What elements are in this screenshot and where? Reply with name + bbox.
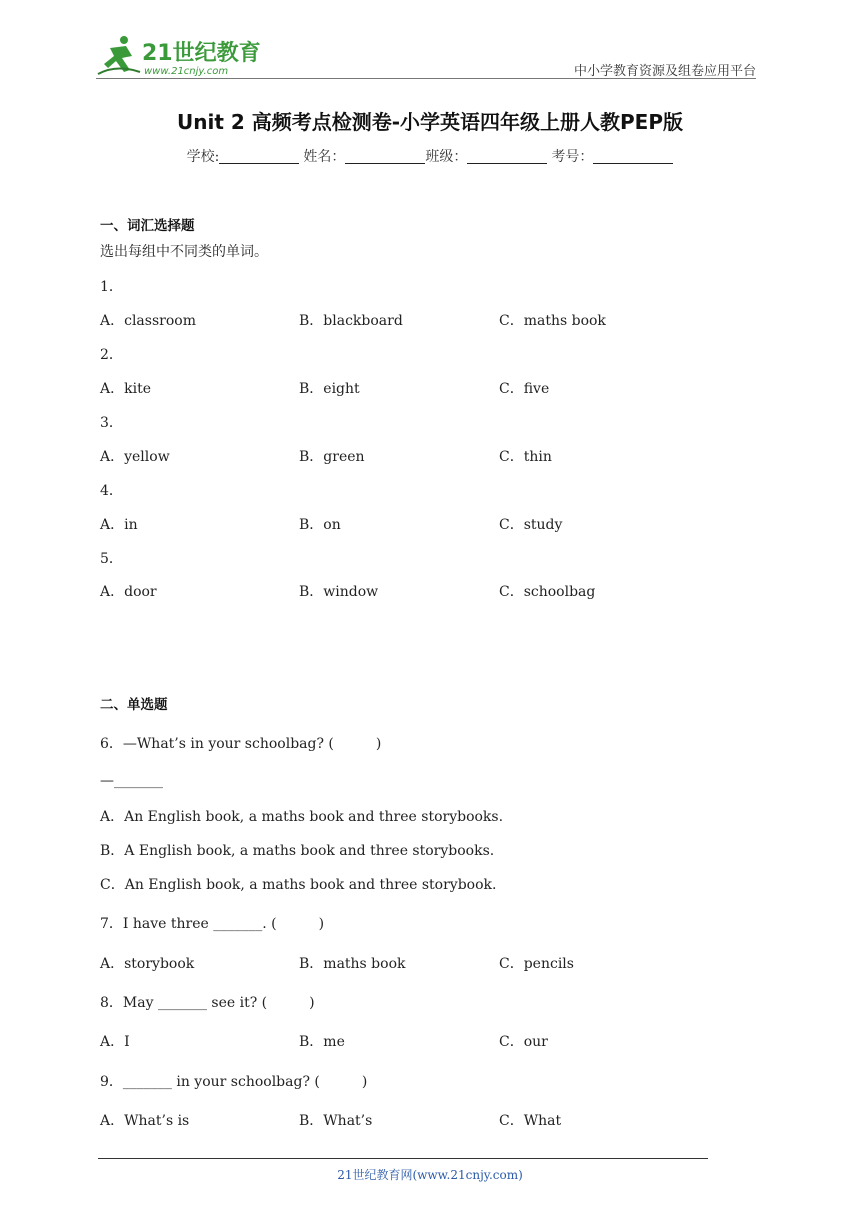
option-b[interactable]: B．What’s bbox=[299, 1113, 373, 1129]
option-a[interactable]: A．in bbox=[100, 517, 138, 533]
name-blank[interactable] bbox=[345, 149, 425, 164]
question-number: 2． bbox=[100, 347, 123, 363]
exam-no-label: 考号： bbox=[551, 149, 594, 165]
option-c[interactable]: C．An English book, a maths book and three storybook. bbox=[100, 877, 497, 893]
option-c[interactable]: C．our bbox=[499, 1034, 548, 1050]
exam-no-blank[interactable] bbox=[593, 149, 673, 164]
option-a[interactable]: A．storybook bbox=[100, 956, 195, 972]
section-heading-2: 二、单选题 bbox=[100, 697, 168, 713]
option-b[interactable]: B．on bbox=[299, 517, 341, 533]
option-b[interactable]: B．green bbox=[299, 449, 365, 465]
question-stem: 6．—What’s in your schoolbag? ( ) bbox=[100, 736, 382, 752]
option-c[interactable]: C．pencils bbox=[499, 956, 574, 972]
question-number: 5． bbox=[100, 551, 123, 567]
section1-instruction: 选出每组中不同类的单词。 bbox=[100, 244, 268, 260]
option-b[interactable]: B．blackboard bbox=[299, 313, 403, 329]
option-c[interactable]: C．study bbox=[499, 517, 563, 533]
option-c[interactable]: C．schoolbag bbox=[499, 584, 596, 600]
question-stem: 8．May _______ see it? ( ) bbox=[100, 995, 315, 1011]
svg-text:21世纪教育: 21世纪教育 bbox=[142, 41, 261, 66]
class-blank[interactable] bbox=[467, 149, 547, 164]
header-tagline: 中小学教育资源及组卷应用平台 bbox=[573, 64, 756, 79]
site-logo bbox=[96, 34, 266, 78]
footer-link[interactable]: 21世纪教育网(www.21cnjy.com) bbox=[337, 1168, 523, 1182]
footer-divider bbox=[98, 1158, 708, 1159]
option-c[interactable]: C．What bbox=[499, 1113, 562, 1129]
option-c[interactable]: C．five bbox=[499, 381, 550, 397]
student-info-line bbox=[0, 146, 860, 166]
school-blank[interactable] bbox=[219, 149, 299, 164]
question-number: 3． bbox=[100, 415, 123, 431]
option-a[interactable]: A．An English book, a maths book and three storybooks. bbox=[100, 809, 504, 825]
section-heading-1: 一、词汇选择题 bbox=[100, 218, 195, 234]
option-c[interactable]: C．thin bbox=[499, 449, 552, 465]
question-stem: 9．_______ in your schoolbag? ( ) bbox=[100, 1074, 368, 1090]
runner-icon bbox=[98, 36, 140, 74]
header-divider bbox=[96, 78, 756, 79]
question-number: 4． bbox=[100, 483, 123, 499]
school-label: 学校: bbox=[186, 149, 220, 165]
option-a[interactable]: A．door bbox=[100, 584, 157, 600]
option-b[interactable]: B．maths book bbox=[299, 956, 406, 972]
name-label: 姓名： bbox=[303, 149, 346, 165]
option-a[interactable]: A．What’s is bbox=[100, 1113, 190, 1129]
question-number: 1． bbox=[100, 279, 123, 295]
answer-blank[interactable]: —_______ bbox=[100, 773, 163, 789]
option-b[interactable]: B．me bbox=[299, 1034, 345, 1050]
option-a[interactable]: A．yellow bbox=[100, 449, 170, 465]
option-b[interactable]: B．eight bbox=[299, 381, 360, 397]
page-title: Unit 2 高频考点检测卷-小学英语四年级上册人教PEP版 bbox=[176, 110, 683, 134]
option-a[interactable]: A．I bbox=[100, 1034, 130, 1050]
class-label: 班级： bbox=[425, 149, 468, 165]
svg-text:www.21cnjy.com: www.21cnjy.com bbox=[144, 66, 229, 77]
option-a[interactable]: A．classroom bbox=[100, 313, 196, 329]
option-b[interactable]: B．window bbox=[299, 584, 379, 600]
option-a[interactable]: A．kite bbox=[100, 381, 151, 397]
option-b[interactable]: B．A English book, a maths book and three storybooks. bbox=[100, 843, 495, 859]
question-stem: 7．I have three _______. ( ) bbox=[100, 916, 325, 932]
option-c[interactable]: C．maths book bbox=[499, 313, 606, 329]
